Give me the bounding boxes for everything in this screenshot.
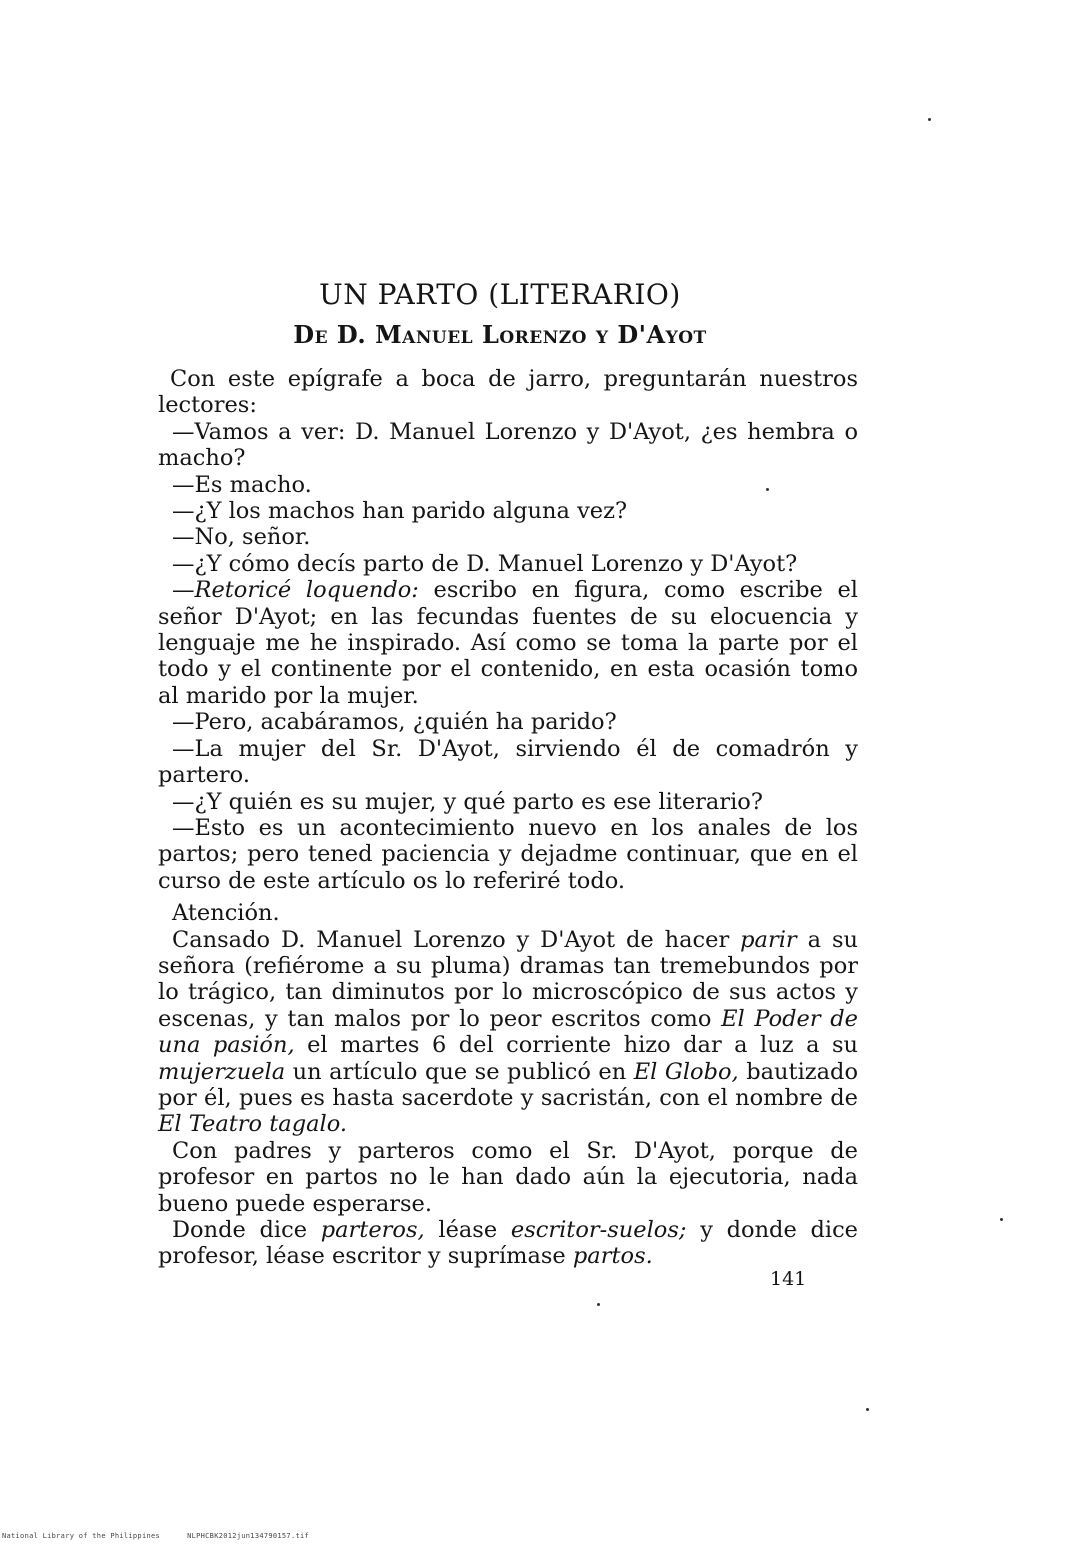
paragraph-text: —¿Y cómo decís parto de D. Manuel Lorenzo y D'Ayot? [172, 550, 798, 577]
italic-text: El Poder de una pasión, [158, 1005, 858, 1059]
paragraph-text: —Pero, acabáramos, ¿quién ha parido? [172, 709, 617, 736]
paragraph-text: —La mujer del Sr. D'Ayot, sirviendo él de comadrón y partero. [158, 735, 858, 789]
italic-text: El Teatro tagalo. [158, 1111, 348, 1138]
scan-speck [866, 1408, 869, 1411]
paragraph [158, 577, 858, 709]
paragraph [158, 551, 858, 577]
paragraph-text: un artículo que se publicó en [285, 1058, 634, 1085]
paragraph [158, 472, 858, 498]
paragraph-text: —No, señor. [172, 524, 311, 551]
paragraph-text: —Vamos a ver: D. Manuel Lorenzo y D'Ayot, ¿es hembra o macho? [158, 418, 858, 472]
paragraph-text: léase [424, 1217, 511, 1243]
paragraph-text: el martes 6 del corriente hizo dar a luz a su [294, 1032, 858, 1059]
paragraph [158, 736, 858, 789]
paragraph-text: escribo en figura, como escribe el señor D'Ayot; en las fecundas fuentes de su elocuencia y lenguaje me he inspirado. Así como se toma la parte por el todo y el continente por el contenido, en esta ocasión tomo al marido por la mujer. [158, 577, 859, 709]
article-body [158, 366, 858, 1270]
italic-text: parteros, [320, 1217, 425, 1243]
scan-speck [597, 1303, 600, 1306]
italic-text: parir [740, 926, 797, 953]
paragraph [158, 709, 858, 735]
paragraph [158, 419, 858, 472]
italic-text: El Globo, [633, 1058, 739, 1085]
italic-text: Retoricé loquendo: [194, 577, 419, 604]
paragraph-text: —Es macho. [172, 471, 312, 498]
paragraph-text: —¿Y quién es su mujer, y qué parto es ese literario? [172, 788, 763, 815]
paragraph [158, 900, 858, 926]
paragraph-text: —¿Y los machos han parido alguna vez? [172, 498, 628, 525]
scan-speck [928, 118, 931, 121]
paragraph-text: —Esto es un acontecimiento nuevo en los anales de los partos; pero tened paciencia y dejadme continuar, que en el curso de este artículo os lo referiré todo. [158, 814, 858, 894]
page-number: 141 [770, 1268, 807, 1290]
paragraph [158, 524, 858, 550]
paragraph-text: y donde dice profesor, léase escritor y suprímase [158, 1217, 859, 1270]
paragraph [158, 366, 858, 419]
paragraph-text: Cansado D. Manuel Lorenzo y D'Ayot de hacer [172, 926, 741, 953]
paragraph-text: Con padres y parteros como el Sr. D'Ayot, porque de profesor en partos no le han dado aún la ejecutoria, nada bueno puede esperarse. [158, 1137, 858, 1217]
scan-footer [2, 1532, 309, 1540]
paragraph [158, 1217, 858, 1270]
paragraph-text: a su señora (refiérome a su pluma) dramas tan tremebundos por lo trágico, tan diminutos por lo microscópico de sus actos y escenas, y tan malos por lo peor escritos como [158, 926, 858, 1032]
scan-speck [1000, 1218, 1003, 1221]
paragraph-text: Donde dice [172, 1217, 321, 1243]
article-title: UN PARTO (LITERARIO) [319, 278, 681, 311]
paragraph [158, 498, 858, 524]
italic-text: escritor-suelos; [510, 1217, 687, 1243]
italic-text: mujerzuela [158, 1058, 286, 1085]
paragraph-text: Con este epígrafe a boca de jarro, preguntarán nuestros lectores: [158, 366, 858, 419]
paragraph-text: bautizado por él, pues es hasta sacerdote y sacristán, con el nombre de [158, 1058, 859, 1111]
paragraph [158, 1138, 858, 1217]
paragraph [158, 927, 858, 1138]
italic-text: partos. [572, 1243, 653, 1270]
paragraph [158, 789, 858, 815]
paragraph [158, 815, 858, 894]
article-byline: De D. Manuel Lorenzo y D'Ayot [293, 320, 707, 349]
footer-library: National Library of the Philippines [2, 1532, 161, 1540]
scan-speck [766, 488, 769, 491]
paragraph-text: — [172, 577, 195, 604]
paragraph-text: Atención. [172, 900, 280, 927]
footer-file-id: NLPHCBK2012jun134790157.tif [187, 1532, 309, 1540]
